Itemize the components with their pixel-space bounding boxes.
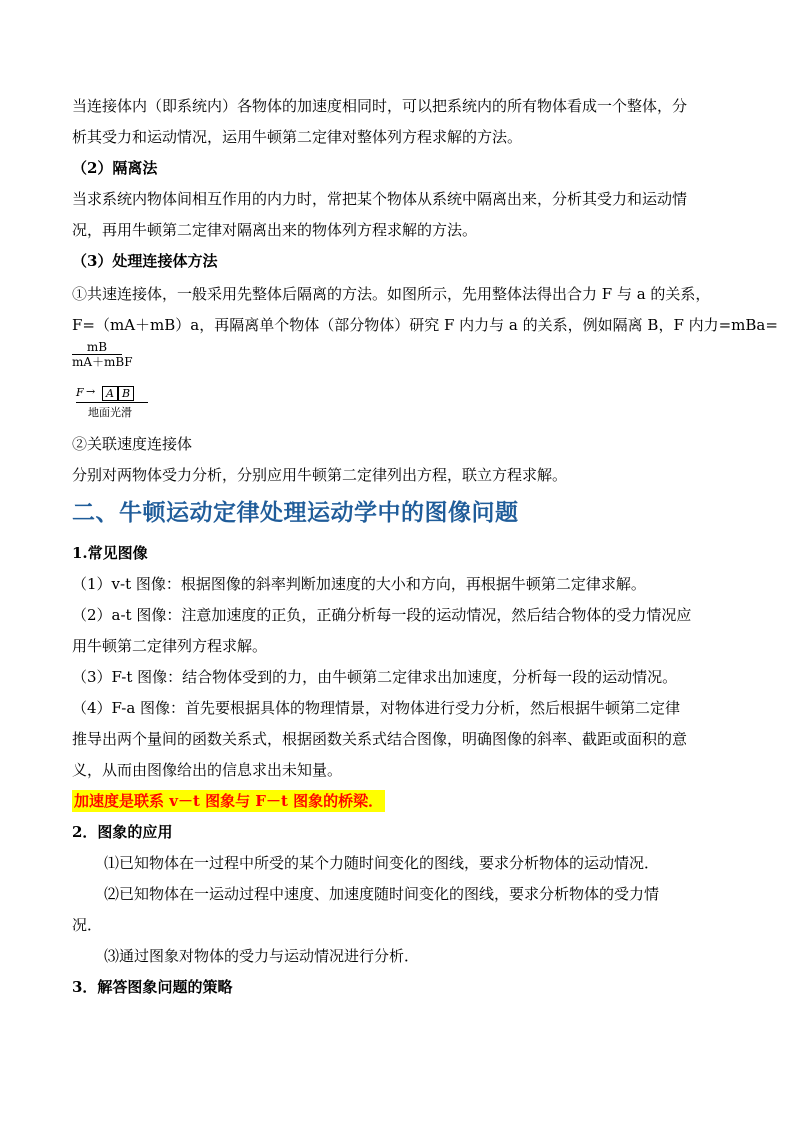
isolation-heading: （2）隔离法	[72, 159, 158, 177]
fraction-numerator: mB	[72, 340, 122, 355]
highlight-note: 加速度是联系 v－t 图象与 F－t 图象的桥梁．	[74, 792, 384, 810]
isolation-line-2: 况，再用牛顿第二定律对隔离出来的物体列方程求解的方法。	[72, 221, 478, 239]
application-3: ⑶通过图象对物体的受力与运动情况进行分析．	[104, 947, 420, 965]
application-2a: ⑵已知物体在一运动过程中速度、加速度随时间变化的图线，要求分析物体的受力情	[104, 885, 660, 903]
application-1: ⑴已知物体在一过程中所受的某个力随时间变化的图线，要求分析物体的运动情况．	[104, 854, 660, 872]
ground-label: 地面光滑	[88, 406, 132, 419]
method-heading: （3）处理连接体方法	[72, 252, 218, 270]
subheading-strategy: 3．解答图象问题的策略	[72, 978, 233, 996]
subheading-common-graphs: 1.常见图像	[72, 544, 148, 562]
block-b: B	[118, 386, 134, 401]
graph-item-2b: 用牛顿第二定律列方程求解。	[72, 637, 268, 655]
graph-item-3: （3）F-t 图像：结合物体受到的力，由牛顿第二定律求出加速度，分析每一段的运动情况。	[72, 668, 678, 686]
isolation-line-1: 当求系统内物体间相互作用的内力时，常把某个物体从系统中隔离出来，分析其受力和运动情	[72, 190, 688, 208]
subheading-applications: 2．图象的应用	[72, 823, 173, 841]
graph-item-2a: （2）a-t 图像：注意加速度的正负，正确分析每一段的运动情况，然后结合物体的受力情况应	[72, 606, 692, 624]
method-line-3: ②关联速度连接体	[72, 435, 193, 453]
graph-item-4b: 推导出两个量间的函数关系式，根据函数关系式结合图像，明确图像的斜率、截距或面积的意	[72, 730, 688, 748]
method-line-1: ①共速连接体，一般采用先整体后隔离的方法。如图所示，先用整体法得出合力 F 与 a 的关系，	[72, 285, 711, 303]
section-title: 二、牛顿运动定律处理运动学中的图像问题	[72, 500, 519, 526]
ground-line	[76, 402, 148, 403]
graph-item-4c: 义，从而由图像给出的信息求出未知量。	[72, 761, 343, 779]
block-a: A	[102, 386, 118, 401]
graph-item-1: （1）v-t 图像：根据图像的斜率判断加速度的大小和方向，再根据牛顿第二定律求解。	[72, 575, 646, 593]
application-2b: 况．	[72, 916, 103, 934]
method-line-4: 分别对两物体受力分析，分别应用牛顿第二定律列出方程，联立方程求解。	[72, 466, 568, 484]
force-arrow-icon: →	[86, 385, 96, 398]
intro-line-1: 当连接体内（即系统内）各物体的加速度相同时，可以把系统内的所有物体看成一个整体，分	[72, 97, 688, 115]
graph-item-4a: （4）F-a 图像：首先要根据具体的物理情景，对物体进行受力分析，然后根据牛顿第二定律	[72, 699, 681, 717]
method-line-2: F=（mA＋mB）a，再隔离单个物体（部分物体）研究 F 内力与 a 的关系，例如隔离 B，F 内力=mBa=	[72, 316, 778, 334]
connected-blocks-figure	[76, 384, 156, 424]
fraction-formula	[72, 340, 133, 369]
intro-line-2: 析其受力和运动情况，运用牛顿第二定律对整体列方程求解的方法。	[72, 128, 523, 146]
force-label: F	[76, 386, 84, 399]
fraction-denominator: mA＋mBF	[72, 355, 133, 369]
